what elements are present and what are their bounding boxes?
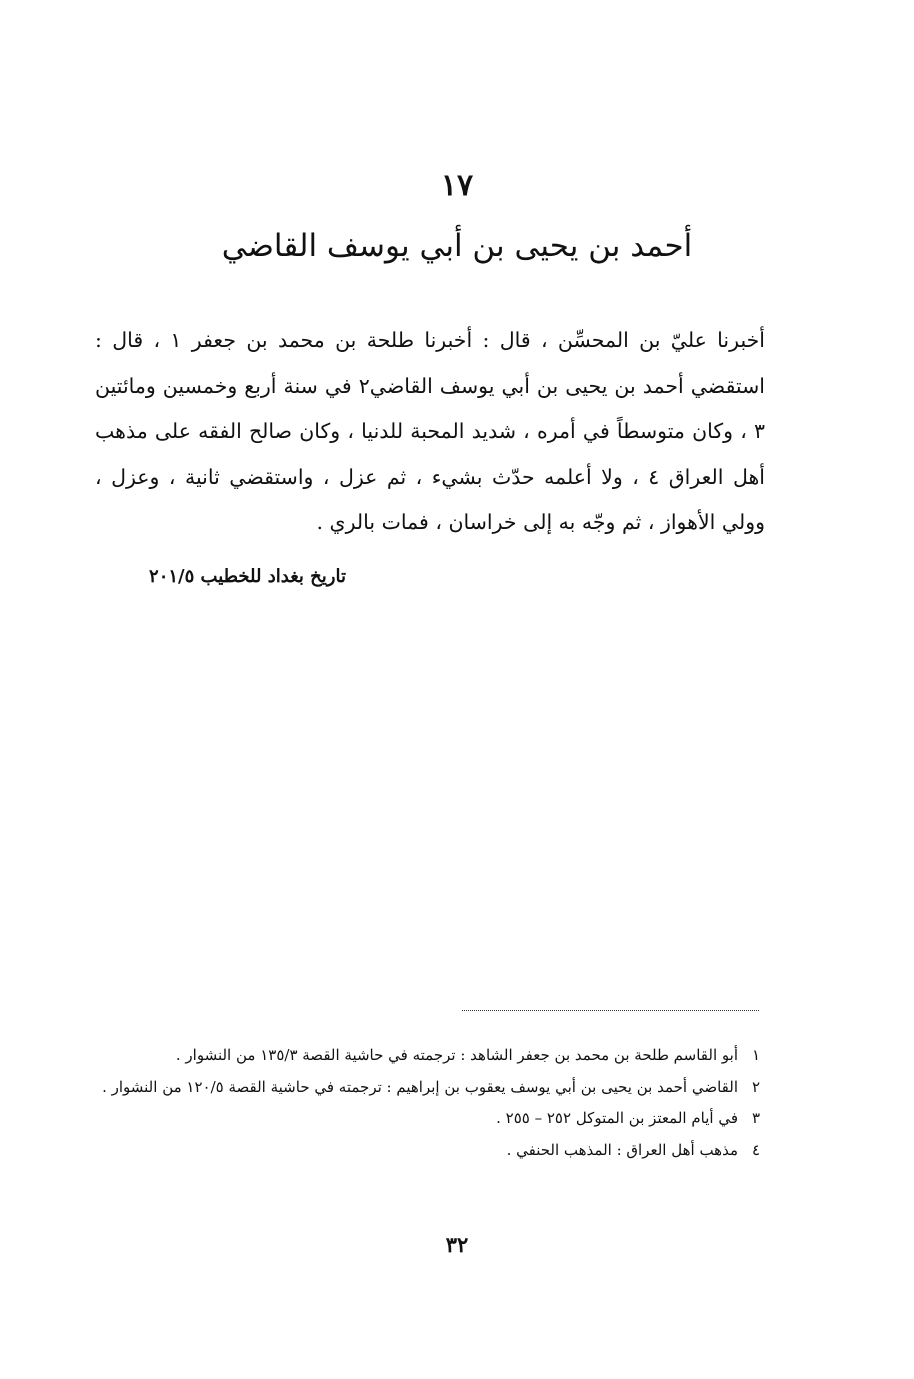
footnote-text: مذهب أهل العراق : المذهب الحنفي . <box>506 1140 738 1159</box>
footnote-item <box>92 1103 760 1135</box>
footnote-text: في أيام المعتز بن المتوكل ٢٥٢ – ٢٥٥ . <box>496 1109 738 1127</box>
page-number: ٣٢ <box>445 1232 469 1257</box>
footnote-item <box>92 1135 760 1167</box>
chapter-number: ١٧ <box>440 168 474 203</box>
footnote-item <box>92 1040 760 1072</box>
footnote-text: القاضي أحمد بن يحيى بن أبي يوسف يعقوب بن إبراهيم : ترجمته في حاشية القصة ١٢٠/٥ من النشوار . <box>102 1077 738 1096</box>
footnote-number: ٣ <box>751 1109 760 1127</box>
footnote-number: ٤ <box>751 1140 760 1159</box>
footnote-text: أبو القاسم طلحة بن محمد بن جعفر الشاهد : ترجمته في حاشية القصة ١٣٥/٣ من النشوار . <box>175 1046 738 1064</box>
footnote-separator <box>462 1010 759 1011</box>
footnote-number: ١ <box>751 1046 760 1064</box>
footnote-item <box>92 1072 760 1104</box>
main-text <box>95 318 765 546</box>
chapter-title: أحمد بن يحيى بن أبي يوسف القاضي <box>221 228 693 264</box>
source-citation: تاريخ بغداد للخطيب ٢٠١/٥ <box>149 566 346 587</box>
footnote-number: ٢ <box>751 1077 760 1096</box>
footnotes-list <box>92 1040 760 1166</box>
body-paragraph: أخبرنا عليّ بن المحسِّن ، قال : أخبرنا طلحة بن محمد بن جعفر ١ ، قال : استقضي أحمد بن يحيى بن أبي يوسف القاضي٢ في سنة أربع وخمسين ومائتين ٣ ، وكان متوسطاً في أمره ، شديد المحبة للدنيا ، وكان صالح الفقه على مذهب أهل العراق ٤ ، ولا أعلمه حدّث بشيء ، ثم عزل ، واستقضي ثانية ، وعزل ، وولي الأهواز ، ثم وجّه به إلى خراسان ، فمات بالري . <box>95 328 765 534</box>
